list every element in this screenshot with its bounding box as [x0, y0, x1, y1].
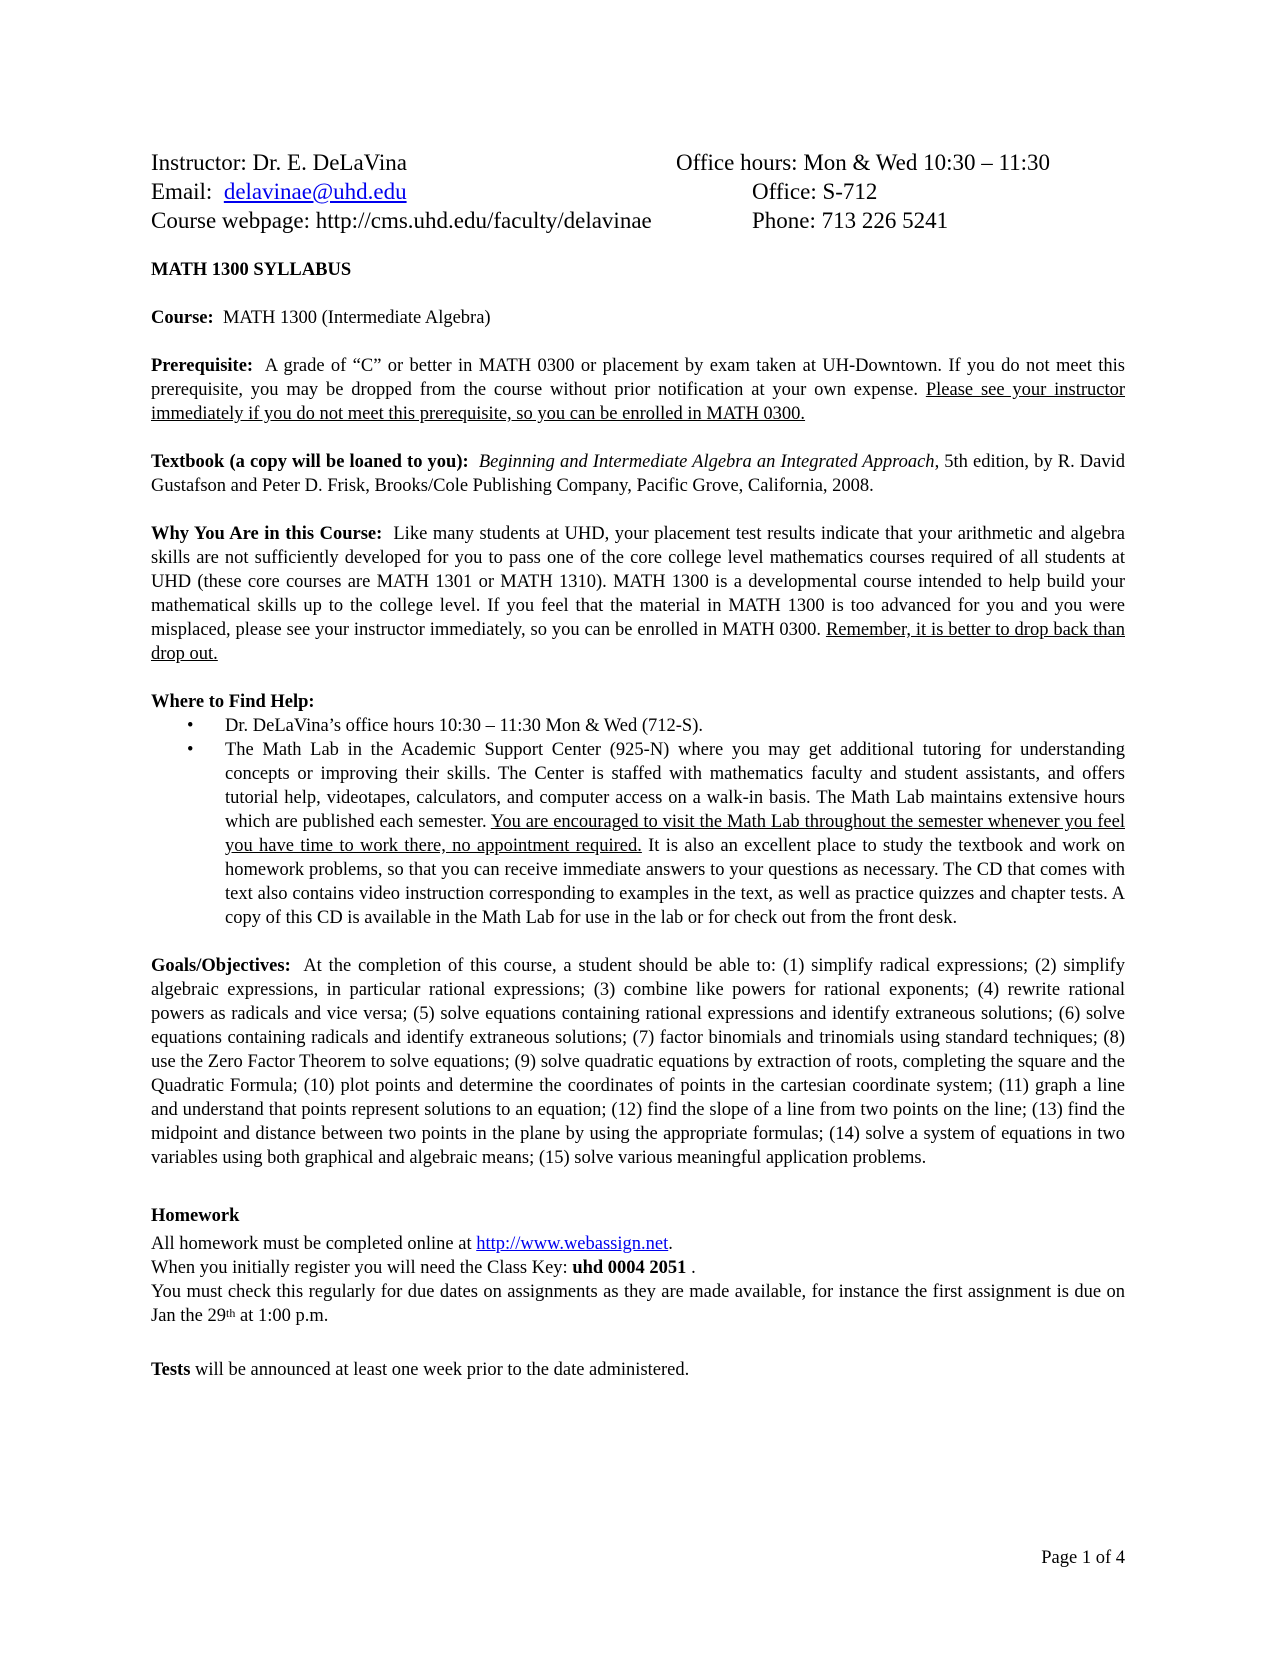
goals-paragraph [151, 954, 1125, 1170]
tests-label: Tests [151, 1360, 191, 1380]
homework-line-3 [151, 1280, 1125, 1328]
list-item [151, 714, 1125, 738]
help-item-math-lab: The Math Lab in the Academic Support Center (925-N) where you may get additional tutoring for understanding concepts or improving their skills. The Center is staffed with mathematics faculty and student assistants, and offers tutorial help, videotapes, calculators, and computer access on a walk-in basis. The Math Lab maintains extensive hours which are published each semester. [225, 740, 1125, 832]
email-line [151, 177, 652, 206]
math-lab-rest: It is also an excellent place to study the textbook and work on homework problems, so that you can receive immediate answers to your questions as necessary. The CD that comes with text also contains video instruction corresponding to examples in the text, as well as practice quizzes and chapter tests. A copy of this CD is available in the Math Lab for use in the lab or for check out from the front desk. [225, 836, 1125, 928]
goals-text: At the completion of this course, a student should be able to: (1) simplify radical expressions; (2) simplify algebraic expressions, in particular rational expressions; (3) combine like powers for rational exponents; (4) rewrite rational powers as radicals and vice versa; (5) solve equations containing rational expressions and identify extraneous solutions; (6) solve equations containing radicals and identify extraneous solutions; (7) factor binomials and trinomials using standard techniques; (8) use the Zero Factor Theorem to solve equations; (9) solve quadratic equations by extraction of roots, completing the square and the Quadratic Formula; (10) plot points and determine the coordinates of points in the cartesian coordinate system; (11) graph a line and understand that points represent solutions to an equation; (12) find the slope of a line from two points on the line; (13) find the midpoint and distance between two points in the plane by using the appropriate formulas; (14) solve a system of equations in two variables using both graphical and algebraic means; (15) solve various meaningful application problems. [151, 956, 1125, 1168]
webpage-line: Course webpage: http://cms.uhd.edu/faculty/delavinae [151, 208, 652, 233]
course-paragraph [151, 306, 1125, 330]
webassign-link[interactable]: http://www.webassign.net [476, 1234, 669, 1254]
instructor-line: Instructor: Dr. E. DeLaVina [151, 150, 408, 175]
prerequisite-text: A grade of “C” or better in MATH 0300 or placement by exam taken at UH-Downtown. If you do not meet this prerequisite, you may be dropped from the course without prior notification at your own expense. [151, 356, 1126, 400]
homework-text-3-end: at 1:00 p.m. [239, 1306, 329, 1326]
bullet-icon: • [187, 740, 194, 760]
homework-text-3: You must check this regularly for due dates on assignments as they are made available, for instance the first assignment is due on Jan the 29 [151, 1282, 1125, 1326]
why-paragraph [151, 522, 1125, 666]
math-lab-note: You are encouraged to visit the Math Lab throughout the semester whenever you feel you have time to work there, no appointment required. [225, 812, 1125, 856]
why-label: Why You Are in this Course: [151, 524, 383, 544]
goals-label: Goals/Objectives: [151, 956, 291, 976]
prerequisite-label: Prerequisite: [151, 356, 254, 376]
homework-line-2 [151, 1256, 1125, 1280]
email-link[interactable]: delavinae@uhd.edu [223, 179, 407, 204]
prerequisite-paragraph [151, 354, 1125, 426]
prerequisite-note: Please see your instructor immediately if you do not meet this prerequisite, so you can be enrolled in MATH 0300. [151, 380, 1126, 424]
page-number: Page 1 of 4 [1041, 1548, 1125, 1568]
course-label: Course: [151, 308, 214, 328]
tests-paragraph [151, 1358, 1125, 1382]
contact-left-column [151, 148, 652, 235]
help-label: Where to Find Help: [151, 692, 315, 712]
why-text: Like many students at UHD, your placement test results indicate that your arithmetic and algebra skills are not sufficiently developed for you to pass one of the core college level mathematics courses required of all students at UHD (these core courses are MATH 1301 or MATH 1310). MATH 1300 is a developmental course intended to help build your mathematical skills up to the college level. If you feel that the material in MATH 1300 is too advanced for you and you were misplaced, please see your instructor immediately, so you can be enrolled in MATH 0300. [151, 524, 1126, 640]
textbook-paragraph [151, 450, 1125, 498]
textbook-title: Beginning and Intermediate Algebra an Integrated Approach [478, 452, 935, 472]
help-item-office-hours: Dr. DeLaVina’s office hours 10:30 – 11:30 Mon & Wed (712-S). [225, 716, 703, 736]
office-line: Office: S-712 [752, 179, 878, 204]
textbook-label: Textbook (a copy will be loaned to you): [151, 452, 469, 472]
class-key: uhd 0004 2051 [572, 1258, 687, 1278]
email-label: Email: [151, 179, 213, 204]
homework-text-2-end: . [691, 1258, 696, 1278]
tests-text: will be announced at least one week prior to the date administered. [195, 1360, 690, 1380]
help-section [151, 690, 1125, 930]
office-hours-line: Office hours: Mon & Wed 10:30 – 11:30 [676, 150, 1050, 175]
homework-heading: Homework [151, 1206, 240, 1226]
homework-text-1-end: . [668, 1234, 673, 1254]
homework-text-2: When you initially register you will need the Class Key: [151, 1258, 568, 1278]
contact-header [151, 148, 1125, 233]
phone-line: Phone: 713 226 5241 [752, 208, 949, 233]
course-text: MATH 1300 (Intermediate Algebra) [222, 308, 491, 328]
homework-line-1 [151, 1232, 1125, 1256]
bullet-icon: • [187, 716, 194, 736]
why-note: Remember, it is better to drop back than drop out. [151, 620, 1125, 664]
contact-right-column [676, 148, 1050, 235]
date-superscript: th [226, 1306, 236, 1320]
help-list [151, 714, 1125, 930]
page-title: MATH 1300 SYLLABUS [151, 260, 352, 280]
list-item [151, 738, 1125, 930]
syllabus-page [151, 148, 1125, 1382]
syllabus-body [151, 258, 1125, 1382]
homework-text-1: All homework must be completed online at [151, 1234, 472, 1254]
textbook-text: , 5th edition, by R. David Gustafson and Peter D. Frisk, Brooks/Cole Publishing Company, Pacific Grove, California, 2008. [151, 452, 1126, 496]
